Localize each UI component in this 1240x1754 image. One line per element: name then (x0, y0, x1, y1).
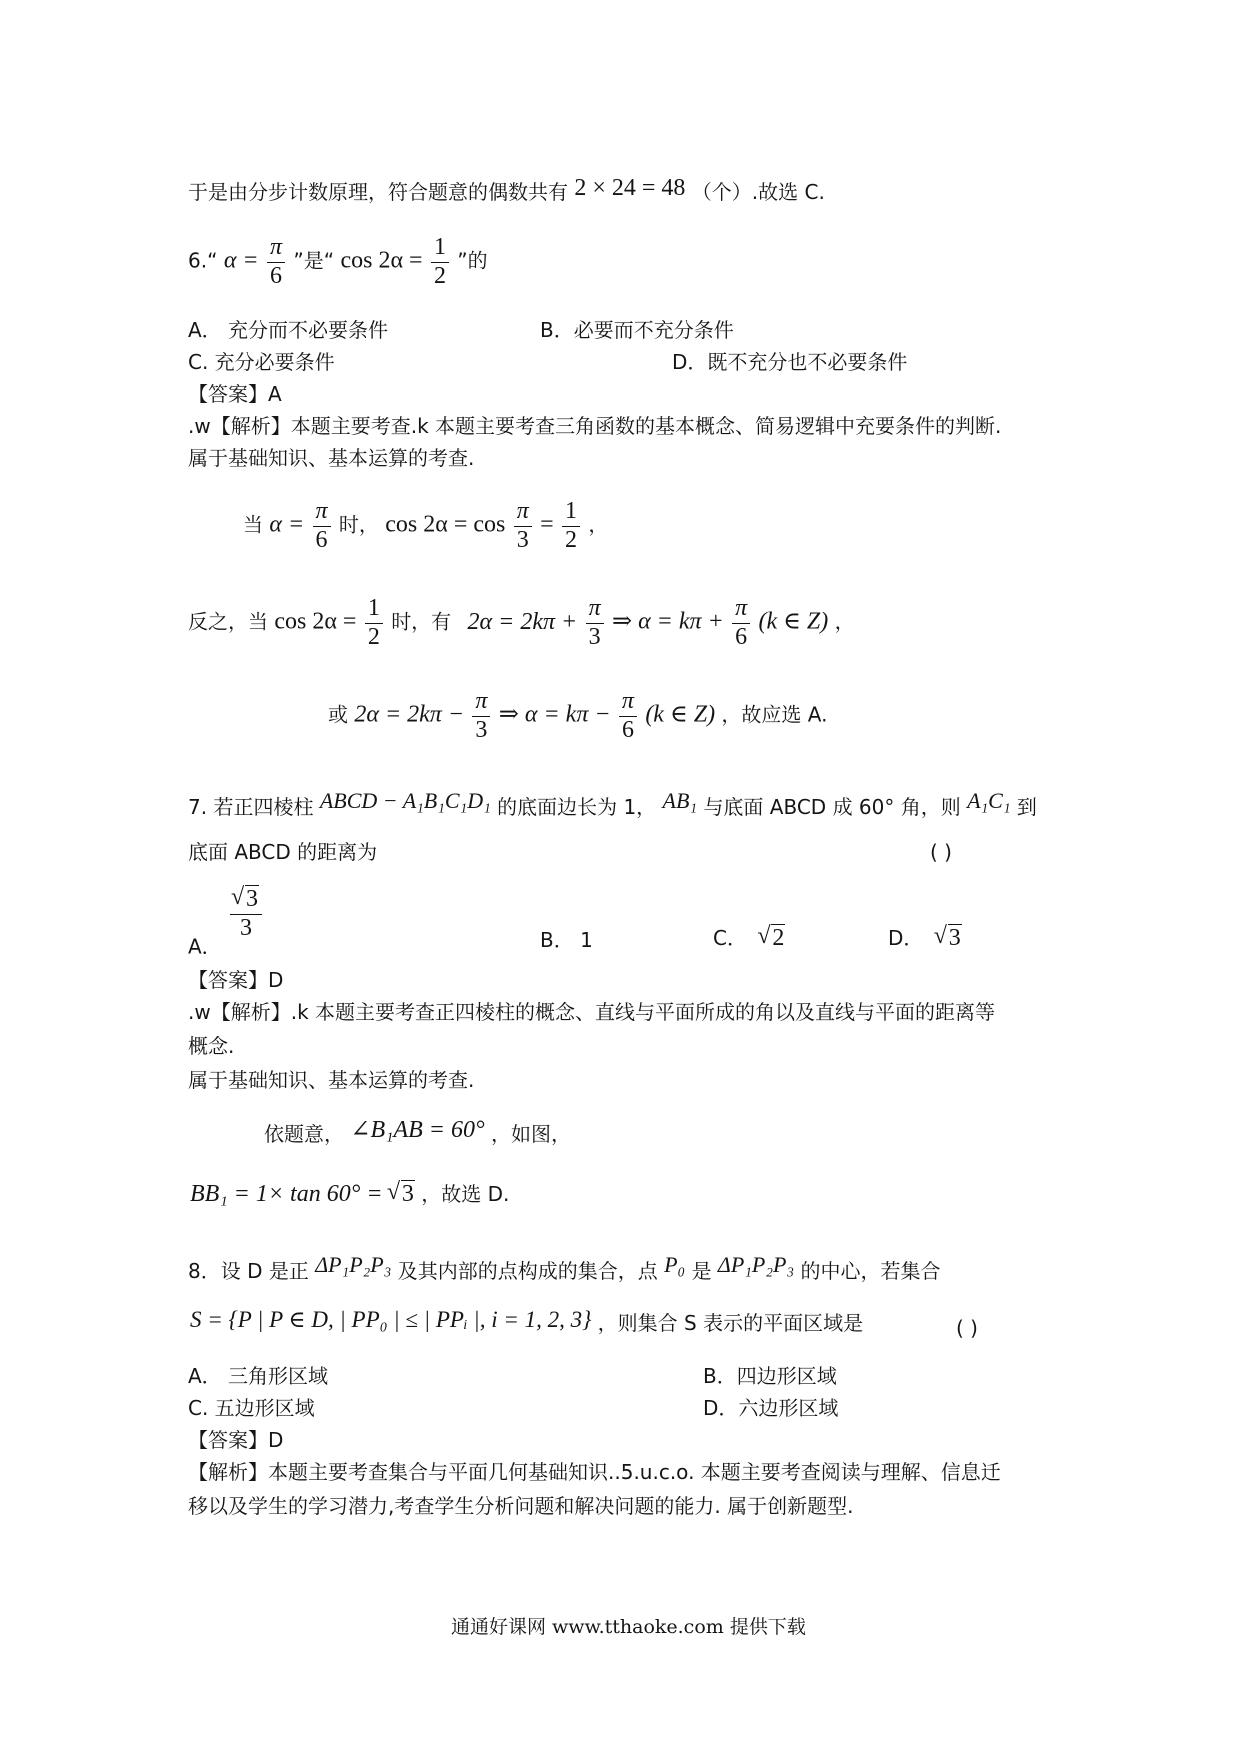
comma: ， (834, 609, 855, 634)
segment-ab1: AB₁ (662, 788, 698, 813)
eq3-part-c: (k ∈ Z) (645, 701, 716, 728)
bb1-eq: BB₁ = 1× tan 60° = (190, 1181, 383, 1207)
q6-calc-2 (188, 595, 855, 651)
q8-option-b: B．四边形区域 (703, 1364, 837, 1388)
q6-quote-mid: ”是“ (293, 248, 335, 273)
frac-den: 2 (565, 526, 578, 553)
frac-num: 1 (431, 234, 449, 263)
q6-option-d: D．既不充分也不必要条件 (672, 350, 908, 374)
conclusion: ，故应选 A. (721, 702, 828, 727)
eq2-part-a: 2α = 2kπ + (467, 608, 578, 635)
q8-text3: 是 (691, 1259, 712, 1283)
pi-over-3 (586, 595, 604, 651)
q6-number: 6. (188, 248, 208, 273)
q6-calc-3 (328, 688, 827, 744)
frac-num: π (514, 498, 532, 527)
frac-den: 2 (433, 262, 446, 289)
frac-num: π (313, 498, 331, 527)
q6-calc-1: 当 α = $\frac{\pi}{6}$ 时， cos 2α = cos $\frac{\pi}{3}$ = $\frac{1}{2}$ ， (243, 498, 609, 553)
q8-answer-paren: ( ) (956, 1316, 978, 1340)
triangle-2: ΔP₁P₂P₃ (717, 1252, 795, 1277)
q8-answer: 【答案】D (188, 1428, 284, 1452)
q6-quote-close: ”的 (457, 248, 488, 273)
option-label: C． (713, 926, 747, 950)
frac-num: π (267, 234, 285, 263)
frac-den: 6 (270, 262, 282, 289)
segment-a1c1: A₁C₁ (967, 788, 1011, 813)
sqrt3-over-3 (230, 886, 262, 942)
q8-analysis-line2: 移以及学生的学习潜力,考查学生分析问题和解决问题的能力. 属于创新题型. (188, 1494, 854, 1518)
converse-text: 反之，当 (188, 609, 268, 634)
eq3-part-a: 2α = 2kπ − (354, 701, 465, 728)
q7-analysis-line3: 属于基础知识、基本运算的考查. (188, 1068, 475, 1092)
intro-tail: （个）.故选 C. (691, 180, 825, 204)
comma: ， (588, 512, 609, 537)
when-time: 时， (338, 512, 379, 537)
eq3-part-b: ⇒ α = kπ − (498, 701, 611, 728)
pi-over-6 (732, 595, 750, 651)
q7-analysis-line2: 概念. (188, 1034, 235, 1058)
q7-mid1: 的底面边长为 1， (497, 795, 657, 819)
q6-option-b: B．必要而不充分条件 (540, 318, 734, 342)
q7-option-a (188, 886, 264, 957)
page-footer: 通通好课网 www.tthaoke.com 提供下载 (451, 1616, 806, 1638)
q7-option-b: B． 1 (540, 928, 593, 952)
q8-stem-line2 (190, 1308, 863, 1333)
q8-option-a: A． 三角形区域 (188, 1364, 329, 1388)
q7-stem-line2: 底面 ABCD 的距离为 (188, 840, 378, 864)
frac-num: π (732, 595, 750, 624)
q6-alpha-lhs: α = (223, 247, 259, 274)
q8-analysis-line1: 【解析】本题主要考查集合与平面几何基础知识..5.u.c.o. 本题主要考查阅读与理解、信息迁 (188, 1460, 1001, 1484)
pi-over-6 (313, 498, 331, 554)
q6-quote-open: “ (207, 248, 218, 273)
step1-tail: ，如图， (490, 1122, 571, 1146)
converse-time: 时，有 (391, 609, 452, 634)
option-label: A． (188, 934, 222, 959)
pi-over-3 (514, 498, 532, 554)
frac-num: 1 (365, 595, 383, 624)
q6-option-a: A． 充分而不必要条件 (188, 318, 389, 342)
q8-stem-line1 (188, 1254, 940, 1281)
q7-step1 (264, 1118, 571, 1144)
frac-den: 6 (315, 526, 328, 553)
frac-num: π (619, 688, 637, 717)
count-formula: 2 × 24 = 48 (574, 175, 686, 201)
point-p0: P₀ (664, 1252, 686, 1277)
prism-name: ABCD − A₁B₁C₁D₁ (319, 788, 491, 813)
q8-text1: 8．设 D 是正 (188, 1259, 309, 1283)
q6-pi-over-6 (267, 234, 285, 290)
q7-option-c (713, 926, 785, 950)
intro-line (188, 176, 825, 202)
option-label: D． (888, 926, 924, 950)
q6-half (431, 234, 449, 290)
radicand: 3 (401, 1181, 414, 1207)
q7-tail: 到 (1016, 795, 1037, 819)
q6-stem (188, 234, 488, 290)
eq2-part-c: (k ∈ Z) (758, 608, 829, 635)
frac-den: 2 (367, 623, 380, 650)
pi-over-3 (472, 688, 490, 744)
q8-set-tail: ，则集合 S 表示的平面区域是 (597, 1311, 864, 1335)
set-definition: S = {P | P ∈ D, | PP₀ | ≤ | PPᵢ |, i = 1, 2, 3} (190, 1307, 592, 1332)
q8-text2: 及其内部的点构成的集合，点 (397, 1259, 658, 1283)
frac-den: 3 (516, 526, 529, 553)
q7-analysis-line1: .w【解析】.k 本题主要考查正四棱柱的概念、直线与平面所成的角以及直线与平面的距离等 (188, 1000, 996, 1024)
intro-text: 于是由分步计数原理，符合题意的偶数共有 (188, 180, 568, 204)
frac-den: 6 (621, 716, 634, 743)
q7-mid2: 与底面 ABCD 成 60° 角，则 (703, 795, 961, 819)
radicand: 3 (948, 925, 961, 951)
frac-den: 3 (240, 914, 253, 941)
frac-den: 6 (735, 623, 748, 650)
q8-option-c: C. 五边形区域 (188, 1396, 315, 1420)
q7-lead: 7. 若正四棱柱 (188, 795, 314, 819)
triangle-1: ΔP₁P₂P₃ (315, 1252, 392, 1277)
q8-option-d: D．六边形区域 (703, 1396, 839, 1420)
alpha-lhs: α = (269, 511, 305, 538)
q6-analysis-line1: .w【解析】本题主要考查.k 本题主要考查三角函数的基本概念、简易逻辑中充要条件的判断. (188, 414, 1002, 438)
frac-num: 1 (562, 498, 580, 527)
frac-den: 3 (588, 623, 601, 650)
step2-tail: ，故选 D. (421, 1182, 510, 1206)
pi-over-6 (619, 688, 637, 744)
step1-text: 依题意， (264, 1122, 344, 1146)
frac-num: π (586, 595, 604, 624)
q7-option-d (888, 926, 962, 950)
cos-lhs: cos 2α = (274, 608, 357, 635)
frac-den: 3 (475, 716, 488, 743)
q7-step2 (190, 1182, 509, 1206)
q7-answer: 【答案】D (188, 968, 284, 992)
radicand: 2 (772, 925, 785, 951)
q6-cos-lhs: cos 2α = (340, 247, 423, 274)
q6-option-c: C. 充分必要条件 (188, 350, 335, 374)
radicand: 3 (246, 886, 259, 912)
q6-answer: 【答案】A (188, 382, 282, 406)
half (562, 498, 580, 554)
when-text: 当 (243, 512, 263, 537)
or-text: 或 (328, 702, 348, 727)
q6-analysis-line2: 属于基础知识、基本运算的考查. (188, 446, 475, 470)
q7-answer-paren: ( ) (930, 840, 952, 864)
angle-eq: ∠B₁AB = 60° (350, 1117, 485, 1143)
q7-stem-line1 (188, 790, 1037, 817)
eq2-part-b: ⇒ α = kπ + (611, 608, 724, 635)
half (365, 595, 383, 651)
frac-num: π (472, 688, 490, 717)
cos-chain: cos 2α = cos (385, 511, 506, 538)
q8-text4: 的中心，若集合 (800, 1259, 941, 1283)
